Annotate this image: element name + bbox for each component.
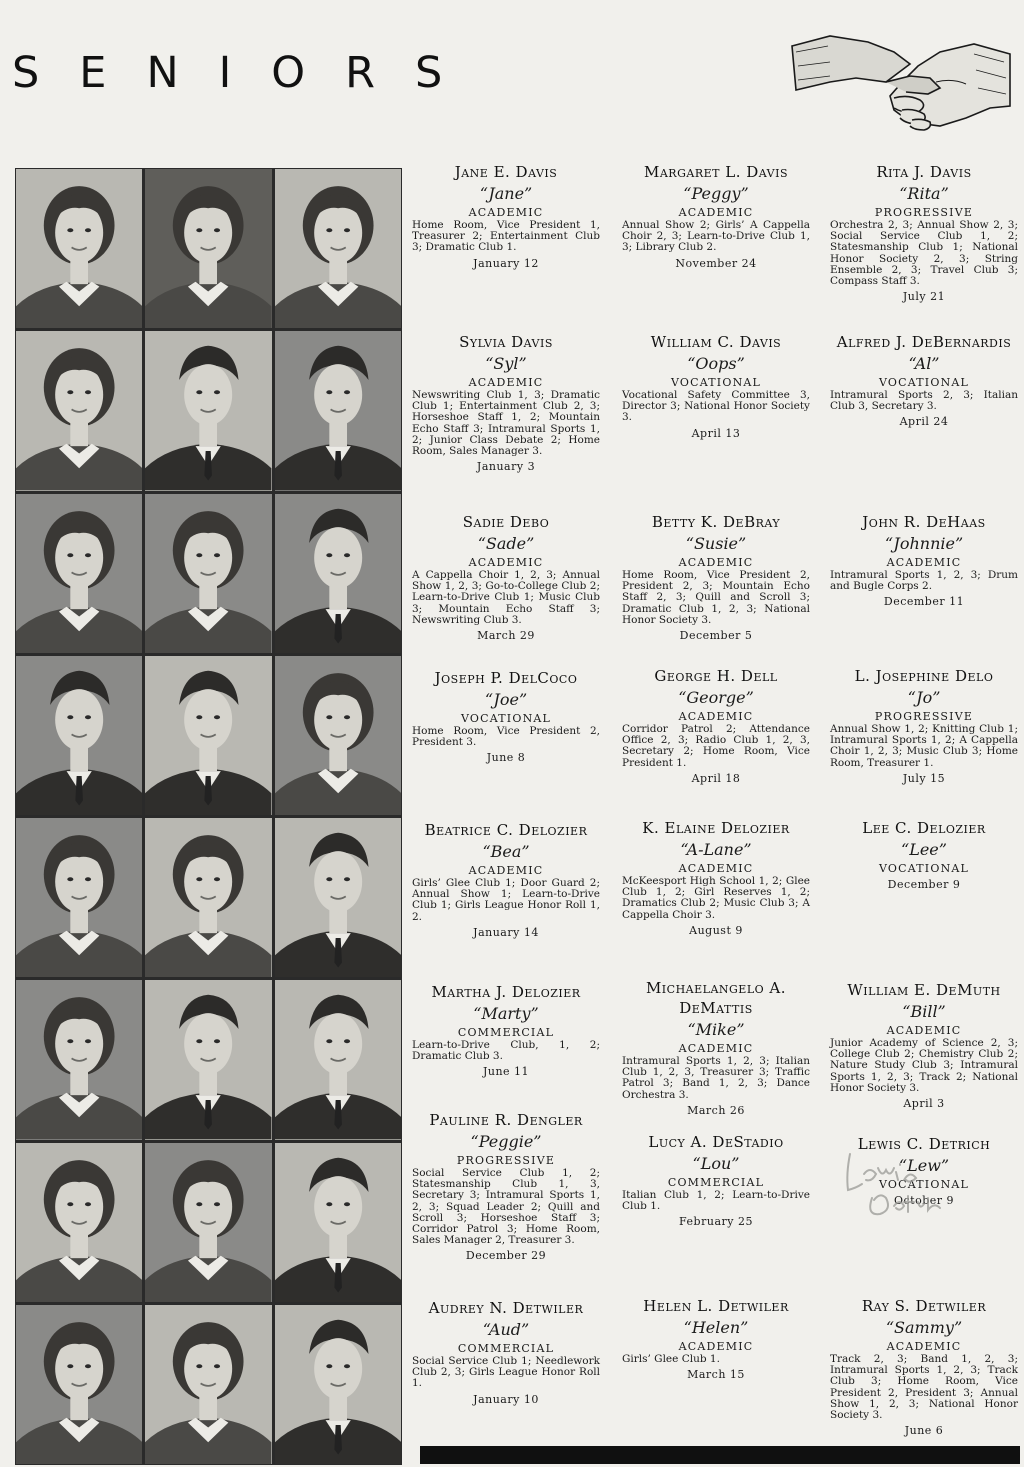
senior-entry [830, 332, 1018, 429]
senior-birthday: July 15 [902, 771, 946, 785]
senior-activities: Intramural Sports 1, 2, 3; Drum and Bugle Corps 2. [830, 569, 1018, 593]
senior-birthday: December 29 [465, 1249, 547, 1263]
senior-nickname: “Peggie” [470, 1132, 542, 1151]
senior-activities: Intramural Sports 2, 3; Italian Club 3, Secretary 3. [830, 389, 1018, 413]
senior-birthday: December 11 [883, 595, 965, 609]
senior-nickname: “George” [678, 688, 754, 707]
senior-course: PROGRESSIVE [456, 1154, 556, 1167]
senior-course: ACADEMIC [886, 1340, 962, 1353]
senior-name: Alfred J. DeBernardis [836, 333, 1012, 351]
senior-birthday: December 9 [887, 878, 961, 891]
senior-nickname: “Johnnie” [884, 534, 964, 553]
senior-entry [622, 818, 810, 938]
senior-portrait [275, 1143, 401, 1302]
senior-entry [830, 666, 1018, 786]
senior-portrait [16, 656, 142, 815]
senior-entry [622, 666, 810, 786]
senior-nickname: “Lew” [898, 1156, 950, 1175]
senior-entry [412, 1110, 600, 1263]
portrait-photo [275, 494, 401, 653]
senior-entry [622, 978, 810, 1118]
senior-entry [412, 512, 600, 643]
portrait-photo [16, 494, 142, 653]
senior-nickname: “Lee” [901, 840, 947, 859]
senior-name: William C. Davis [650, 333, 782, 351]
senior-activities: Orchestra 2, 3; Annual Show 2, 3; Social Service Club 1, 2; Statesmanship Club 1; National Honor Society 2, 3; String Ensemble 2, 3; Travel Club 3; Compass Staff 3. [830, 219, 1018, 288]
senior-name: Lee C. Delozier [862, 819, 986, 837]
senior-nickname: “Bea” [482, 842, 530, 861]
senior-course: VOCATIONAL [878, 1178, 970, 1191]
senior-activities: Annual Show 1, 2; Knitting Club 1; Intramural Sports 1, 2; A Cappella Choir 1, 2, 3; Music Club 3; Home Room, Treasurer 1. [830, 723, 1018, 769]
senior-portrait [275, 331, 401, 490]
senior-portrait [145, 818, 271, 977]
senior-portrait [16, 494, 142, 653]
senior-name: K. Elaine Delozier [642, 819, 790, 837]
bottom-rule [420, 1446, 1020, 1464]
senior-name: Lewis C. Detrich [857, 1135, 991, 1153]
senior-name: Rita J. Davis [876, 163, 972, 181]
senior-course: ACADEMIC [468, 376, 544, 389]
senior-activities: Corridor Patrol 2; Attendance Office 2, 3; Radio Club 1, 2, 3, Secretary 2; Home Room, Vice President 1. [622, 723, 810, 769]
senior-portrait [145, 1143, 271, 1302]
senior-birthday: January 12 [473, 256, 539, 270]
senior-activities: Social Service Club 1, 2; Statesmanship Club 1, 3, Secretary 3; Intramural Sports 1, 2, 3; Squad Leader 2; Quill and Scroll 3; Horseshoe Staff 3; Corridor Patrol 3; Home Room, Sales Manager 2, Treasurer 3. [412, 1167, 600, 1247]
senior-activities: Newswriting Club 1, 3; Dramatic Club 1; Entertainment Club 2, 3; Horseshoe Staff 1, 2; Mountain Echo Staff 3; Intramural Sports 1, 2; Junior Class Debate 2; Home Room, Sales Manager 3. [412, 389, 600, 458]
senior-nickname: “Marty” [473, 1004, 539, 1023]
senior-nickname: “Mike” [687, 1020, 745, 1039]
senior-activities: Girls’ Glee Club 1; Door Guard 2; Annual Show 1; Learn-to-Drive Club 1; Girls League Honor Roll 1, 2. [412, 877, 600, 923]
senior-activities: Home Room, Vice President 2, President 3. [412, 725, 600, 749]
senior-entry [622, 512, 810, 643]
senior-name: Sylvia Davis [459, 333, 553, 351]
senior-activities: Girls’ Glee Club 1. [622, 1353, 720, 1365]
portrait-grid [15, 168, 402, 1465]
portrait-photo [145, 331, 271, 490]
senior-course: ACADEMIC [678, 1340, 754, 1353]
senior-entry [830, 818, 1018, 892]
portrait-photo [275, 1305, 401, 1464]
senior-activities: McKeesport High School 1, 2; Glee Club 1, 2; Girl Reserves 1, 2; Dramatics Club 2; Music Club 3; A Cappella Choir 3. [622, 875, 810, 921]
senior-activities: Vocational Safety Committee 3, Director 3; National Honor Society 3. [622, 389, 810, 424]
senior-activities: Social Service Club 1; Needlework Club 2, 3; Girls League Honor Roll 1. [412, 1355, 600, 1390]
senior-course: ACADEMIC [886, 1024, 962, 1037]
senior-name: Pauline R. Dengler [429, 1111, 583, 1129]
senior-portrait [145, 1305, 271, 1464]
senior-entry [830, 980, 1018, 1111]
senior-name: William E. DeMuth [847, 981, 1001, 999]
senior-name: Betty K. DeBray [651, 513, 781, 531]
senior-nickname: “Bill” [902, 1002, 946, 1021]
senior-nickname: “Aud” [482, 1320, 530, 1339]
senior-course: ACADEMIC [678, 1042, 754, 1055]
senior-portrait [145, 494, 271, 653]
senior-entry [412, 982, 600, 1079]
senior-birthday: August 9 [689, 923, 743, 937]
senior-activities: Junior Academy of Science 2, 3; College Club 2; Chemistry Club 2; Nature Study Club 3; Intramural Sports 1, 2, 3; Track 2; National Honor Society 3. [830, 1037, 1018, 1094]
portrait-photo [16, 656, 142, 815]
senior-portrait [145, 331, 271, 490]
senior-course: ACADEMIC [678, 556, 754, 569]
senior-portrait [275, 980, 401, 1139]
senior-name: Sadie Debo [462, 513, 550, 531]
senior-activities: Home Room, Vice President 2, President 2, 3; Mountain Echo Staff 2, 3; Quill and Scroll 3; Dramatic Club 1, 2, 3; National Honor Society 3. [622, 569, 810, 626]
senior-entry [830, 162, 1018, 304]
senior-course: ACADEMIC [468, 206, 544, 219]
senior-nickname: “Peggy” [683, 184, 749, 203]
senior-nickname: “Al” [908, 354, 940, 373]
senior-course: VOCATIONAL [460, 712, 552, 725]
senior-nickname: “Sade” [477, 534, 535, 553]
senior-portrait [275, 1305, 401, 1464]
senior-activities: A Cappella Choir 1, 2, 3; Annual Show 1, 2, 3; Go-to-College Club 2; Learn-to-Drive Club 1; Music Club 3; Mountain Echo Staff 3; Newswriting Club 3. [412, 569, 600, 626]
senior-nickname: “Jane” [479, 184, 533, 203]
senior-birthday: March 15 [687, 1368, 745, 1382]
portrait-photo [145, 656, 271, 815]
senior-nickname: “Syl” [485, 354, 527, 373]
senior-birthday: January 14 [473, 925, 539, 939]
senior-birthday: November 24 [675, 256, 757, 270]
handshake-illustration [790, 22, 1012, 134]
senior-entry [830, 512, 1018, 609]
senior-birthday: October 9 [893, 1194, 955, 1207]
senior-portrait [145, 980, 271, 1139]
senior-birthday: June 6 [904, 1424, 944, 1438]
senior-entry [830, 1296, 1018, 1438]
portrait-photo [275, 980, 401, 1139]
senior-nickname: “Jo” [907, 688, 941, 707]
senior-nickname: “Joe” [484, 690, 528, 709]
senior-entry [412, 162, 600, 271]
portrait-photo [275, 818, 401, 977]
senior-name: John R. DeHaas [862, 513, 986, 531]
senior-birthday: March 26 [687, 1103, 745, 1117]
senior-portrait [16, 1143, 142, 1302]
senior-name: Martha J. Delozier [431, 983, 581, 1001]
senior-course: VOCATIONAL [878, 376, 970, 389]
senior-birthday: April 24 [899, 415, 949, 429]
senior-entry [622, 332, 810, 441]
senior-birthday: April 18 [691, 771, 741, 785]
portrait-photo [275, 169, 401, 328]
portrait-photo [16, 1305, 142, 1464]
portrait-photo [145, 494, 271, 653]
portrait-photo [275, 1143, 401, 1302]
senior-entry [622, 162, 810, 271]
senior-portrait [275, 169, 401, 328]
senior-nickname: “Sammy” [885, 1318, 963, 1337]
senior-birthday: April 13 [691, 426, 741, 440]
senior-name: Margaret L. Davis [644, 163, 788, 181]
senior-portrait [275, 656, 401, 815]
senior-course: PROGRESSIVE [874, 206, 974, 219]
senior-birthday: April 3 [903, 1097, 945, 1111]
senior-name: Joseph P. DelCoco [434, 669, 578, 687]
portrait-photo [16, 818, 142, 977]
senior-activities: Home Room, Vice President 1, Treasurer 2; Entertainment Club 3; Dramatic Club 1. [412, 219, 600, 254]
senior-name: Ray S. Detwiler [861, 1297, 987, 1315]
portrait-photo [16, 1143, 142, 1302]
senior-entry [412, 332, 600, 474]
senior-nickname: “Susie” [685, 534, 747, 553]
senior-portrait [16, 331, 142, 490]
senior-activities: Learn-to-Drive Club, 1, 2; Dramatic Club 3. [412, 1039, 600, 1063]
senior-portrait [275, 818, 401, 977]
senior-birthday: June 8 [486, 751, 526, 765]
portrait-photo [145, 980, 271, 1139]
senior-birthday: January 10 [473, 1392, 539, 1406]
senior-name: George H. Dell [654, 667, 778, 685]
senior-name: Helen L. Detwiler [643, 1297, 789, 1315]
senior-portrait [16, 1305, 142, 1464]
senior-name: Audrey N. Detwiler [428, 1299, 584, 1317]
senior-nickname: “Lou” [692, 1154, 740, 1173]
senior-course: VOCATIONAL [670, 376, 762, 389]
senior-portrait [145, 656, 271, 815]
senior-nickname: “A-Lane” [680, 840, 752, 859]
senior-entry [412, 820, 600, 940]
senior-birthday: January 3 [476, 460, 536, 474]
senior-name: Jane E. Davis [454, 163, 558, 181]
senior-activities: Annual Show 2; Girls’ A Cappella Choir 2, 3; Learn-to-Drive Club 1, 3; Library Club 2. [622, 219, 810, 254]
senior-course: ACADEMIC [886, 556, 962, 569]
senior-name: Lucy A. DeStadio [648, 1133, 784, 1151]
portrait-photo [16, 331, 142, 490]
senior-course: COMMERCIAL [667, 1176, 765, 1189]
senior-name: Michaelangelo A. DeMattis [645, 979, 787, 1017]
senior-activities: Italian Club 1, 2; Learn-to-Drive Club 1. [622, 1189, 810, 1213]
senior-entry [622, 1132, 810, 1229]
senior-nickname: “Oops” [687, 354, 745, 373]
portrait-photo [145, 818, 271, 977]
portrait-photo [16, 169, 142, 328]
senior-entry [830, 1134, 1018, 1208]
senior-birthday: December 5 [679, 629, 753, 643]
senior-birthday: March 29 [477, 629, 535, 643]
senior-course: ACADEMIC [468, 864, 544, 877]
portrait-photo [16, 980, 142, 1139]
senior-activities: Track 2, 3; Band 1, 2, 3; Intramural Sports 1, 2, 3; Track Club 3; Home Room, Vice President 2, President 3; Annual Show 1, 2, 3; National Honor Society 3. [830, 1353, 1018, 1422]
senior-entry [412, 1298, 600, 1407]
portrait-photo [275, 656, 401, 815]
senior-course: COMMERCIAL [457, 1342, 555, 1355]
senior-portrait [145, 169, 271, 328]
senior-entry [412, 668, 600, 765]
senior-birthday: February 25 [679, 1215, 753, 1229]
portrait-photo [145, 169, 271, 328]
senior-portrait [16, 980, 142, 1139]
senior-course: ACADEMIC [678, 862, 754, 875]
senior-activities: Intramural Sports 1, 2, 3; Italian Club 1, 2, 3, Treasurer 3; Traffic Patrol 3; Band 1, 2, 3; Dance Orchestra 3. [622, 1055, 810, 1101]
portrait-photo [145, 1305, 271, 1464]
senior-birthday: June 11 [482, 1065, 530, 1079]
senior-course: ACADEMIC [468, 556, 544, 569]
senior-course: PROGRESSIVE [874, 710, 974, 723]
senior-course: COMMERCIAL [457, 1026, 555, 1039]
portrait-photo [275, 331, 401, 490]
senior-course: ACADEMIC [678, 206, 754, 219]
page-title: SENIORS [12, 48, 483, 98]
portrait-photo [145, 1143, 271, 1302]
senior-name: L. Josephine Delo [854, 667, 994, 685]
senior-nickname: “Helen” [683, 1318, 749, 1337]
senior-name: Beatrice C. Delozier [424, 821, 588, 839]
senior-entry [622, 1296, 810, 1382]
senior-nickname: “Rita” [899, 184, 949, 203]
senior-portrait [16, 818, 142, 977]
senior-portrait [16, 169, 142, 328]
senior-course: ACADEMIC [678, 710, 754, 723]
senior-course: VOCATIONAL [878, 862, 970, 875]
senior-birthday: July 21 [902, 290, 946, 304]
senior-portrait [275, 494, 401, 653]
